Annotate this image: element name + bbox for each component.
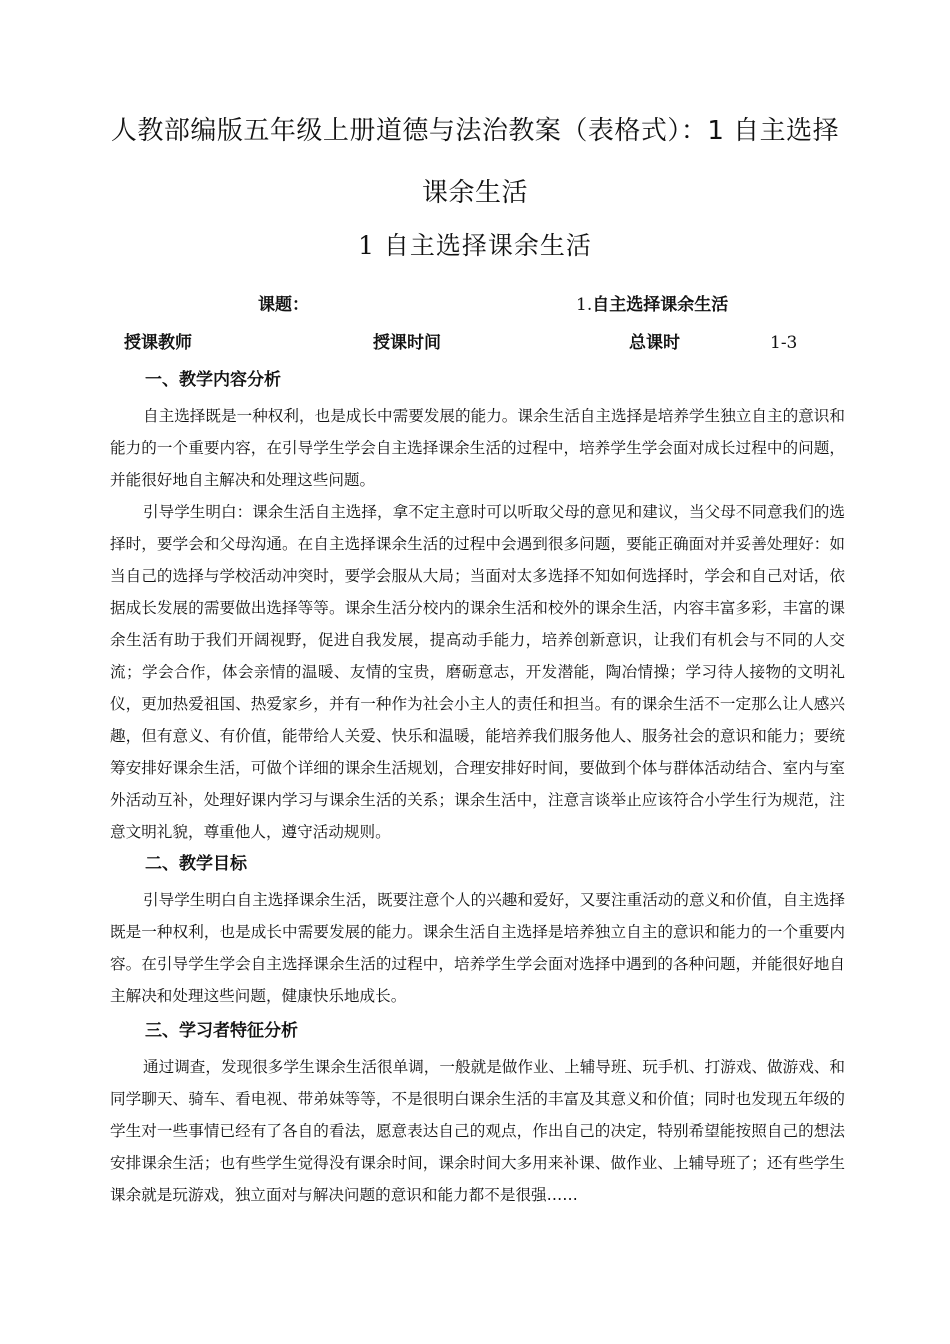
paragraph: 引导学生明白自主选择课余生活，既要注意个人的兴趣和爱好，又要注重活动的意义和价值，自主选择既是一种权利，也是成长中需要发展的能力。课余生活自主选择是培养独立自主的意识和能力的一个重要内容。在引导学生学会自主选择课余生活的过程中，培养学生学会面对选择中遇到的各种问题，并能很好地自主解决和处理这些问题，健康快乐地成长。 (110, 891, 845, 1005)
section-teaching-goals (110, 884, 845, 1012)
paragraph: 引导学生明白：课余生活自主选择，拿不定主意时可以听取父母的意见和建议，当父母不同意我们的选择时，要学会和父母沟通。在自主选择课余生活的过程中会遇到很多问题，要能正确面对并妥善处理好：如当自己的选择与学校活动冲突时，要学会服从大局；当面对太多选择不知如何选择时，学会和自己对话，依据成长发展的需要做出选择等等。课余生活分校内的课余生活和校外的课余生活，内容丰富多彩，丰富的课余生活有助于我们开阔视野，促进自我发展，提高动手能力，培养创新意识，让我们有机会与不同的人交流；学会合作，体会亲情的温暖、友情的宝贵，磨砺意志，开发潜能，陶冶情操；学习待人接物的文明礼仪，更加热爱祖国、热爱家乡，并有一种作为社会小主人的责任和担当。有的课余生活不一定那么让人感兴趣，但有意义、有价值，能带给人关爱、快乐和温暖，能培养我们服务他人、服务社会的意识和能力；要统筹安排好课余生活，可做个详细的课余生活规划，合理安排好时间，要做到个体与群体活动结合、室内与室外活动互补，处理好课内学习与课余生活的关系；课余生活中，注意言谈举止应该符合小学生行为规范，注意文明礼貌，尊重他人，遵守活动规则。 (110, 503, 845, 841)
section-heading-teaching-goals: 二、教学目标 (145, 854, 247, 874)
section-heading-learner-analysis: 三、学习者特征分析 (145, 1021, 298, 1041)
section-heading-content-analysis: 一、教学内容分析 (145, 370, 281, 390)
hours-label: 总课时 (629, 333, 680, 353)
lesson-title: 1 自主选择课余生活 (358, 231, 592, 260)
paragraph: 通过调查，发现很多学生课余生活很单调，一般就是做作业、上辅导班、玩手机、打游戏、做游戏、和同学聊天、骑车、看电视、带弟妹等等，不是很明白课余生活的丰富及其意义和价值；同时也发现五年级的学生对一些事情已经有了各自的看法，愿意表达自己的观点，作出自己的决定，特别希望能按照自己的想法安排课余生活；也有些学生觉得没有课余时间，课余时间大多用来补课、做作业、上辅导班了；还有些学生课余就是玩游戏，独立面对与解决问题的意识和能力都不是很强…… (110, 1058, 845, 1204)
section-learner-analysis (110, 1051, 845, 1211)
hours-value: 1-3 (770, 333, 798, 353)
time-label: 授课时间 (373, 333, 441, 353)
topic-number: 1. (576, 295, 593, 315)
teacher-label: 授课教师 (124, 333, 192, 353)
topic-text: 自主选择课余生活 (592, 295, 729, 315)
topic-value (576, 293, 728, 317)
section-content-analysis (110, 400, 845, 848)
topic-label: 课题： (258, 295, 309, 315)
paragraph: 自主选择既是一种权利，也是成长中需要发展的能力。课余生活自主选择是培养学生独立自主的意识和能力的一个重要内容，在引导学生学会自主选择课余生活的过程中，培养学生学会面对成长过程中的问题，并能很好地自主解决和处理这些问题。 (110, 407, 845, 489)
document-title: 人教部编版五年级上册道德与法治教案（表格式）：1 自主选择课余生活 (110, 116, 840, 208)
